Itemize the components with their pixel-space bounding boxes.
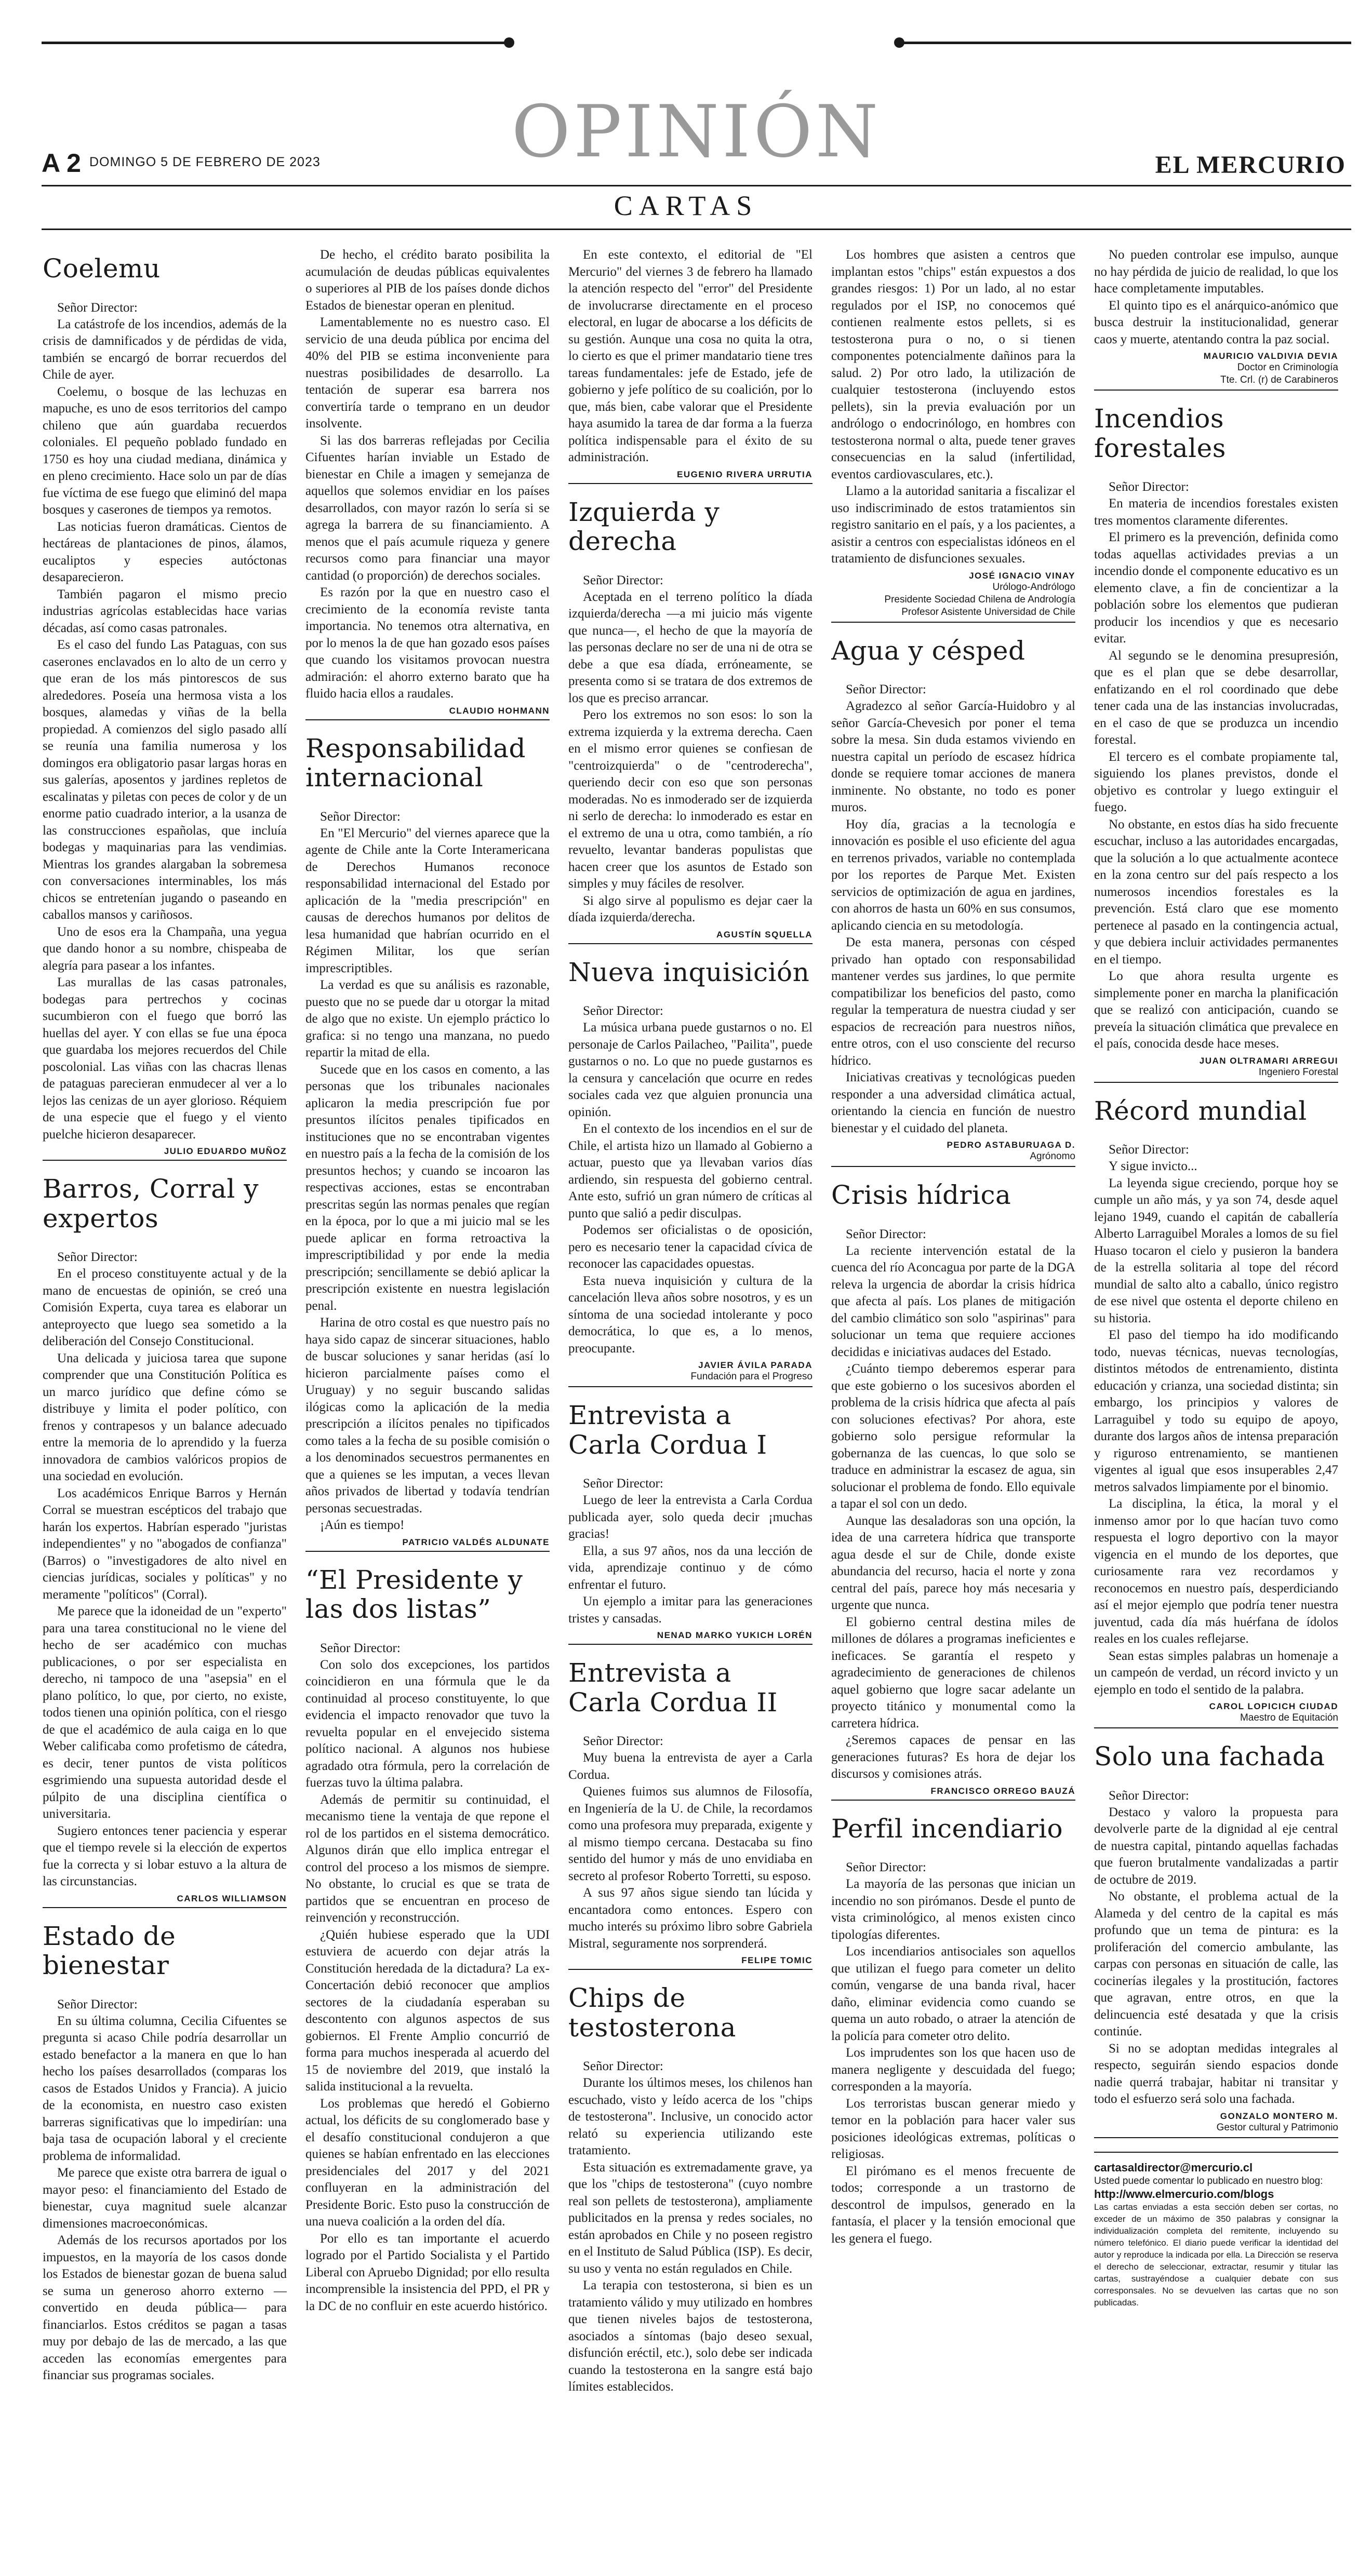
letter-paragraph: Sugiero entonces tener paciencia y esperar que el tiempo revele si la elección de expertos fue la correcta y si lobar estuvo a la altura de las circunstancias. (43, 1823, 287, 1888)
letter-paragraph: Me parece que la idoneidad de un "experto" para una tarea constitucional no le viene del hecho de ser académico con muchas publicaciones, o por ser especialista en derecho, ni tampoco de una "asepsia" en el plano político, lo que, por cierto, no existe, todos tienen una opinión política, con el riesgo de que el académico de aula caiga en lo que Weber calificaba como profetismo de cátedra, es decir, tener puntos de vista políticos esgrimiendo una supuesta autoridad desde el púlpito de una disciplina científica o universitaria. (43, 1604, 287, 1821)
letter-paragraph: Agradezco al señor García-Huidobro y al señor García-Chevesich por poner el tema sobre la mesa. Sin duda estamos viviendo en nuestra capital un período de escasez hídrica donde se requiere tomar acciones de manera inminente. No obstante, no todo es poner muros. (831, 699, 1075, 814)
letter-title: Crisis hídrica (831, 1180, 1011, 1210)
letter-author-role: Fundación para el Progreso (690, 1371, 812, 1382)
letter-paragraph: La leyenda sigue creciendo, porque hoy se cumple un año más, y ya son 74, desde aquel lejano 1949, cuando el capitán de caballería Alberto Larraguibel Morales a lomos de su fiel Huaso tocaron el cielo y pusieron la bandera de la estrella solitaria al tope del récord mundial de salto alto a caballo, único registro de ese nivel que ostenta el deporte chileno en su historia. (1094, 1176, 1338, 1325)
letter-author: FRANCISCO ORREGO BAUZÁ (930, 1786, 1075, 1796)
letter-title: Responsabilidad internacional (305, 733, 526, 793)
letter-salutation: Señor Director: (1109, 1788, 1189, 1803)
letter-signature (43, 1894, 287, 1908)
letter-title: Izquierda y derecha (568, 497, 720, 556)
letter-salutation: Señor Director: (57, 1250, 138, 1264)
letter-title: Chips de testosterona (568, 1983, 736, 2043)
letter-title: Estado de bienestar (43, 1921, 176, 1980)
letter-paragraph: Los terroristas buscan generar miedo y temor en la población para hacer valer sus posiciones ideológicas extremas, políticas o religiosas. (831, 2096, 1075, 2161)
letter-paragraph: La verdad es que su análisis es razonable, puesto que no se puede dar u otorgar la mitad de algo que no existe. Un ejemplo práctico lo grafica: si no tengo una manzana, no puedo repartir la mitad de ella. (305, 978, 550, 1059)
letter-author: FELIPE TOMIC (741, 1955, 812, 1965)
letter-signature (305, 1537, 550, 1552)
letter-paragraph: También pagaron el mismo precio industrias agrícolas establecidas hace varias décadas, así como casas patronales. (43, 587, 287, 635)
letter-author-role: Ingeniero Forestal (1258, 1066, 1338, 1078)
letter-author: AGUSTÍN SQUELLA (716, 929, 812, 940)
letter (1094, 1742, 1338, 2138)
letter-paragraph: En su última columna, Cecilia Cifuentes se pregunta si acaso Chile podría desarrollar un estado benefactor a la manera en que lo han hecho los países desarrollados (comparas los casos de Estados Unidos y Francia). A juicio de la economista, en nuestro caso existen barreras significativas que lo impedirían: una baja tasa de ocupación laboral y el creciente problema de informalidad. (43, 2014, 287, 2163)
letter-paragraph: Sean estas simples palabras un homenaje a un campeón de verdad, un récord invicto y un ejemplo en todo el sentido de la palabra. (1094, 1648, 1338, 1697)
masthead (42, 0, 1351, 192)
letter-paragraph: Los académicos Enrique Barros y Hernán Corral se muestran escépticos del trabajo que harán los expertos. Habrían esperado "juristas independientes" y no "abogados de confianza" (Barros) o "investigadores de alto nivel en ciencias jurídicas, sociales y políticas" y no meramente "políticos" (Corral). (43, 1486, 287, 1602)
contact-lead: Usted puede comentar lo publicado en nuestro blog: (1094, 2175, 1323, 2186)
letter-paragraph: En el proceso constituyente actual y de la mano de encuestas de opinión, se creó una Comisión Experta, cuya tarea es elaborar un anteproyecto que luego sea sometido a la deliberación del Consejo Constitucional. (43, 1267, 287, 1348)
letter-salutation: Señor Director: (583, 2059, 663, 2073)
letter-signature (1094, 1056, 1338, 1083)
letter-author: PATRICIO VALDÉS ALDUNATE (402, 1537, 550, 1547)
letter-salutation: Señor Director: (1109, 480, 1189, 494)
letter-paragraph: Llamo a la autoridad sanitaria a fiscalizar el uso indiscriminado de estos tratamientos sin registro sanitario en el país, y a los pacientes, a asistir a centros con especialistas idóneos en el tratamiento de disfunciones sexuales. (831, 484, 1075, 566)
letter-author: NENAD MARKO YUKICH LORÉN (657, 1630, 812, 1640)
newspaper-brand: EL MERCURIO (1155, 151, 1346, 179)
masthead-rule-right (899, 42, 1351, 44)
letter-paragraph: Iniciativas creativas y tecnológicas pueden responder a una adversidad climática actual, orientando la ciencia en función de nuestro bienestar y el cuidado del planeta. (831, 1070, 1075, 1135)
masthead-ornament-dot (504, 37, 514, 48)
column-2 (305, 247, 550, 2563)
letter-salutation: Señor Director: (320, 809, 401, 824)
letter-signature (1094, 1701, 1338, 1728)
letter-title: Incendios forestales (1094, 404, 1226, 463)
letter-author: JULIO EDUARDO MUÑOZ (164, 1146, 287, 1156)
letter-salutation: Señor Director: (57, 1997, 138, 2011)
letter-paragraph: Por ello es tan importante el acuerdo logrado por el Partido Socialista y el Partido Liberal con Apruebo Dignidad; por ello resulta incomprensible la insistencia del PPD, el PR y la DC de no confluir en este acuerdo histórico. (305, 2231, 550, 2313)
letter-paragraph: Además de permitir su continuidad, el mecanismo tiene la ventaja de que repone el rol de los partidos en el sistema democrático. Algunos dirán que ello implica entregar el control del proceso a los mismos de siempre. No obstante, lo crucial es que se trata de partidos que se encuentran en proceso de reinvención y reconstrucción. (305, 1792, 550, 1925)
letter (43, 254, 287, 1161)
letter (568, 1983, 812, 2396)
letter (831, 636, 1075, 1168)
letter-title: Coelemu (43, 253, 161, 284)
letter-author-role: Maestro de Equitación (1240, 1712, 1338, 1723)
letter-paragraph: Coelemu, o bosque de las lechuzas en mapuche, es uno de esos territorios del campo chileno que aún guardaba recuerdos coloniales. El pequeño poblado fundado en 1750 es hoy una ciudad mediana, dinámica y en pleno crecimiento. Hace solo un par de días fue víctima de ese fuego que eliminó del mapa bosques y caserones de tiempos ya remotos. (43, 384, 287, 517)
letter (305, 1565, 550, 2315)
letter-paragraph: Uno de esos era la Champaña, una yegua que dando honor a su nombre, chispeaba de alegría para pasear a los infantes. (43, 924, 287, 973)
letter-paragraph: Si no se adoptan medidas integrales al respecto, seguirán siendo espacios donde nadie querrá trabajar, habitar ni transitar y todo el esfuerzo será solo una fachada. (1094, 2041, 1338, 2106)
letter-author: JAVIER ÁVILA PARADA (698, 1360, 812, 1370)
letter-paragraph: Los problemas que heredó el Gobierno actual, los déficits de su conglomerado base y el desafío constitucional condujeron a que quienes se habían enfrentado en las elecciones presidenciales del 2017 y del 2021 confluyeran en la administración del Presidente Boric. Esto puso la construcción de una nueva coalición a la orden del día. (305, 2096, 550, 2229)
letter-salutation: Señor Director: (583, 1004, 663, 1018)
letter-title: Nueva inquisición (568, 957, 810, 987)
letter (43, 1174, 287, 1908)
letter-author-role: Presidente Sociedad Chilena de Andrología (884, 594, 1075, 605)
page-number: A 2 (42, 149, 81, 178)
letter-paragraph: Hoy día, gracias a la tecnología e innovación es posible el uso eficiente del agua en terrenos privados, variable no contemplada por los reportes de Parque Met. Existen servicios de optimización de agua en jardines, con ahorros de hasta un 60% en sus consumos, aplicando ciencia en su metodología. (831, 817, 1075, 933)
letter-paragraph: ¿Cuánto tiempo deberemos esperar para que este gobierno o los sucesivos aborden el problema de la crisis hídrica que afecta al país con soluciones efectivas? Por ahora, este gobierno solo persigue reformular la gobernanza de las cuencas, lo que solo se traduce en administrar la escasez de agua, sin solucionar el problema de fondo. Ello equivale a tapar el sol con un dedo. (831, 1362, 1075, 1511)
letter-signature (568, 469, 812, 484)
column-5 (1094, 247, 1338, 2563)
letter (1094, 1096, 1338, 1729)
letter-paragraph: Y sigue invicto... (1109, 1159, 1197, 1173)
letter-paragraph: Los imprudentes son los que hacen uso de manera negligente y descuidada del fuego; corresponden a la mayoría. (831, 2046, 1075, 2094)
letter-paragraph: De esta manera, personas con césped privado han optado con responsabilidad mantener verdes sus jardines, lo que permite compatibilizar los beneficios del pasto, como regular la temperatura de nuestra ciudad y ser espacios de recreación para nuestros niños, entre otros, con el uso consciente del recurso hídrico. (831, 935, 1075, 1068)
letter-paragraph: ¿Seremos capaces de pensar en las generaciones futuras? Es hora de dejar los discursos y comisiones atrás. (831, 1733, 1075, 1781)
letter-paragraph: ¿Quién hubiese esperado que la UDI estuviera de acuerdo con dejar atrás la Constitución heredada de la dictadura? La ex-Concertación debió reconocer que amplios sectores de la ciudadanía esperaban su descontento con algunos aspectos de sus gobiernos. El Frente Amplio concurrió de forma para muchos inesperada al acuerdo del 15 de noviembre del 2019, que instaló la salida institucional a la revuelta. (305, 1927, 550, 2094)
letter-paragraph: En materia de incendios forestales existen tres momentos claramente diferentes. (1094, 497, 1338, 528)
letter-paragraph: Destaco y valoro la propuesta para devolverle parte de la dignidad al eje central de nuestra capital, pintando aquellas fachadas que fueron brutalmente vandalizadas a partir de octubre de 2019. (1094, 1805, 1338, 1887)
letter-paragraph: El primero es la prevención, definida como todas aquellas actividades previas a un incendio donde el componente educativo es un elemento clave, a fin de concientizar a la población sobre los elementos que pudieran producir los incendios y que es necesario evitar. (1094, 530, 1338, 646)
letter-paragraph: La música urbana puede gustarnos o no. El personaje de Carlos Pailacheo, "Pailita", puede gustarnos o no. Lo que no puede gustarnos es la censura y cancelación que ocurre en redes sociales cada vez que alguien pronuncia una opinión. (568, 1021, 812, 1119)
letter-paragraph: Quienes fuimos sus alumnos de Filosofía, en Ingeniería de la U. de Chile, la recordamos como una profesora muy preparada, exigente y al mismo tiempo cercana. Destacaba su fino sentido del humor y más de uno envidiaba en secreto al profesor Roberto Torretti, su esposo. (568, 1785, 812, 1883)
letter-paragraph: La terapia con testosterona, si bien es un tratamiento válido y muy utilizado en hombres que tienen niveles bajos de testosterona, asociados a síntomas (bajo deseo sexual, disfunción eréctil, etc.), solo debe ser indicada cuando la testosterona en la sangre está bajo límites establecidos. (568, 2278, 812, 2394)
letter-paragraph: Las noticias fueron dramáticas. Cientos de hectáreas de plantaciones de pinos, álamos, eucaliptos y especies autóctonas desaparecieron. (43, 519, 287, 584)
letter-title: Barros, Corral y expertos (43, 1174, 259, 1233)
letter-paragraph: Podemos ser oficialistas o de oposición, pero es necesario tener la capacidad cívica de reconocer las capacidades opuestas. (568, 1223, 812, 1271)
letter-author-role: Agrónomo (1030, 1151, 1075, 1162)
letter-paragraph: Además de los recursos aportados por los impuestos, en la mayoría de los casos donde los Estados de bienestar gozan de buena salud se suma un generoso ahorro externo —convertido en deuda pública— para financiarlos. Estos créditos se pagan a tasas muy por debajo de las de mercado, a las que acceden las economías emergentes para financiar sus programas sociales. (43, 2233, 287, 2382)
letter-salutation: Señor Director: (583, 1734, 663, 1748)
letter-paragraph: Esta nueva inquisición y cultura de la cancelación lleva años sobre nosotros, y es un síntoma de una sociedad intolerante y poco democrática, lo que es, a lo menos, preocupante. (568, 1273, 812, 1356)
column-3 (568, 247, 812, 2563)
letter-title: Entrevista a Carla Cordua I (568, 1400, 767, 1460)
letter-paragraph: Muy buena la entrevista de ayer a Carla Cordua. (568, 1751, 812, 1782)
letter-author-role: Tte. Crl. (r) de Carabineros (1220, 374, 1338, 385)
letter (568, 958, 812, 1388)
letter-paragraph: No pueden controlar ese impulso, aunque no hay pérdida de juicio de realidad, lo que los hace completamente imputables. (1094, 248, 1338, 296)
letter (43, 1922, 287, 2384)
section-title: OPINIÓN (511, 90, 882, 173)
letter-salutation: Señor Director: (1109, 1143, 1189, 1157)
letter (1094, 247, 1338, 391)
letter-signature (831, 1140, 1075, 1167)
contact-email: cartasaldirector@mercurio.cl (1094, 2161, 1253, 2174)
letter-paragraph: La reciente intervención estatal de la cuenca del río Aconcagua por parte de la DGA releva la urgencia de abordar la crisis hídrica que afecta al país. Los planes de mitigación del cambio climático son solo "aspirinas" para solucionar un tema que requiere acciones decididas e iniciativas audaces del Estado. (831, 1243, 1075, 1359)
letter-title: “El Presidente y las dos listas” (305, 1564, 523, 1624)
letter-paragraph: Ella, a sus 97 años, nos da una lección de vida, aprendizaje continuo y de cómo enfrentar el futuro. (568, 1544, 812, 1592)
letter (831, 247, 1075, 623)
letter-paragraph: La catástrofe de los incendios, además de la crisis de damnificados y de pérdidas de vida, también se encargó de borrar recuerdos del Chile de ayer. (43, 317, 287, 382)
letter-paragraph: El paso del tiempo ha ido modificando todo, nuevas técnicas, nuevas tecnologías, distintos métodos de entrenamiento, distinta educación y crianza, una sociedad distinta; sin embargo, los principios y valores de Larraguibel y todo su equipo de apoyo, durante dos largos años de intensa preparación y riguroso entrenamiento, se mantienen vigentes al igual que esos insuperables 2,47 metros salvados limpiamente por el binomio. (1094, 1328, 1338, 1494)
letter (305, 734, 550, 1552)
letter-paragraph: No obstante, en estos días ha sido frecuente escuchar, incluso a las autoridades encargadas, que la solución a lo que actualmente acontece en la zona centro sur del país respecto a los numerosos incendios forestales es la prevención. Está claro que ese momento pertenece al pasado en la contingencia actual, y que debiera incluir actividades permanentes en el tiempo. (1094, 817, 1338, 967)
letter-author: CLAUDIO HOHMANN (449, 705, 550, 716)
letter-signature (831, 1786, 1075, 1801)
letter-paragraph: En el contexto de los incendios en el sur de Chile, el artista hizo un llamado al Gobierno a actuar, puesto que ya llevaban varios días ardiendo, sin respuesta del gobierno central. Ante esto, sufrió un gran número de críticas al punto que salió a pedir disculpas. (568, 1122, 812, 1220)
contact-url: http://www.elmercurio.com/blogs (1094, 2187, 1274, 2201)
letter-paragraph: El tercero es el combate propiamente tal, siguiendo los planes previstos, donde el objetivo es controlar y luego extinguir el fuego. (1094, 749, 1338, 814)
letter-paragraph: El pirómano es el menos frecuente de todos; corresponde a un trastorno de descontrol de impulsos, generado en la fantasía, el placer y la tensión emocional que les genera el fuego. (831, 2164, 1075, 2246)
letter-paragraph: Un ejemplo a imitar para las generaciones tristes y cansadas. (568, 1594, 812, 1626)
letter-signature (1094, 351, 1338, 391)
letter-paragraph: Pero los extremos no son esos: lo son la extrema izquierda y la extrema derecha. Caen en el mismo error quienes se confiesan de "centroizquierda" o de "centroderecha", queriendo decir con eso que son personas moderadas. No es inmoderado ser de izquierda ni serlo de derecha: lo inmoderado es estar en el extremo de una u otra, como también, a río revuelto, levantar banderas populistas que hacen creer que los asuntos de Estado son simples y muy fáciles de resolver. (568, 708, 812, 891)
letter-paragraph: Lamentablemente no es nuestro caso. El servicio de una deuda pública por encima del 40% del PIB se estima inconveniente para nuestras posibilidades de desarrollo. La tentación de superar esa barrera nos convertiría tarde o temprano en un deudor insolvente. (305, 315, 550, 431)
letter-salutation: Señor Director: (57, 300, 138, 315)
letter-salutation: Señor Director: (846, 1860, 926, 1874)
letter-author: PEDRO ASTABURUAGA D. (947, 1140, 1075, 1150)
letter-signature (43, 1146, 287, 1161)
letter (568, 1401, 812, 1645)
letter-paragraph: Me parece que existe otra barrera de igual o mayor peso: el financiamiento del Estado de bienestar, cuya magnitud suele alcanzar dimensiones macroeconómicas. (43, 2166, 287, 2231)
letter-paragraph: Los hombres que asisten a centros que implantan estos "chips" están expuestos a dos grandes riesgos: 1) Por un lado, al no estar regulados por el ISP, no conocemos qué contienen realmente estos pellets, si es testosterona pura o no, o si tienen componentes potencialmente dañinos para la salud. 2) Por otro lado, la utilización de cualquier testosterona (incluyendo estos pellets), sin la previa evaluación por un andrólogo o endocrinólogo, en hombres con testosterona normal o alta, puede tener graves consecuencias en la salud (infertilidad, eventos cardiovasculares, etc.). (831, 248, 1075, 481)
letter-paragraph: Aunque las desaladoras son una opción, la idea de una carretera hídrica que transporte agua desde el sur de Chile, donde existe abundancia del recurso, hacia el norte y zona central del país, parece hoy más necesaria y urgente que nunca. (831, 1513, 1075, 1612)
letter-paragraph: No obstante, el problema actual de la Alameda y del centro de la capital es más profundo que un tema de pintura: es la proliferación del comercio ambulante, las carpas con personas en situación de calle, las cocinerías ilegales y la prostitución, factores que agravan, entre otros, en que la delincuencia esté desatada y que la crisis continúe. (1094, 1889, 1338, 2038)
letter-paragraph: Lo que ahora resulta urgente es simplemente poner en marcha la planificación que se realizó con anticipación, cuando se preveía la situación climática que prevalece en el país, conocida desde hace meses. (1094, 969, 1338, 1051)
header-rule (42, 185, 1351, 186)
letter-title: Récord mundial (1094, 1095, 1307, 1126)
subsection-title: CARTAS (614, 190, 758, 221)
letter-salutation: Señor Director: (846, 1227, 926, 1241)
letter-title: Agua y césped (831, 635, 1025, 666)
letter-signature (305, 706, 550, 720)
letter-paragraph: Es el caso del fundo Las Pataguas, con sus caserones enclavados en lo alto de un cerro y que eran de los más pintorescos de sus alrededores. Poseía una hermosa vista a los bosques, alamedas y viñas de la bella propiedad. A comienzos del siglo pasado allí se reunía una familia numerosa y los domingos era obligatorio pasar largas horas en sus galerías, aposentos y jardines repletos de escalinatas y piletas con peces de color y de un enorme patio cuadrado interior, a la usanza de las construcciones españolas, que incluía bodegas y maquinarias para las vendimias. Mientras los grandes alargaban la sobremesa con conversaciones interminables, los más chicos se entretenían jugando o paseando en caballos mansos y cariñosos. (43, 638, 287, 922)
letter-paragraph: El quinto tipo es el anárquico-anómico que busca destruir la institucionalidad, generar caos y muerte, atentando contra la paz social. (1094, 298, 1338, 346)
contact-note: Las cartas enviadas a esta sección deben ser cortas, no exceder de un máximo de 350 palabras y consignar la individualización completa del remitente, incluyendo su número telefónico. El diario puede verificar la identidad del autor y reproduce la indicada por ella. La Dirección se reserva el derecho de seleccionar, extractar, resumir y titular las cartas, sustrayéndose a cualquier debate con sus corresponsales. No se devuelven las cartas que no son publicadas. (1094, 2202, 1338, 2307)
masthead-ornament-dot (894, 37, 904, 48)
letter-paragraph: Si las dos barreras reflejadas por Cecilia Cifuentes harían inviable un Estado de bienestar en Chile a imagen y semejanza de aquellos que solemos envidiar en los países desarrollados, con mayor razón lo sería si se agrega la barrera de su financiamiento. A menos que el país acumule riqueza y genere recursos como para financiar una mayor cantidad (o proporción) de derechos sociales. (305, 433, 550, 583)
letter-paragraph: En este contexto, el editorial de "El Mercurio" del viernes 3 de febrero ha llamado la atención respecto del "error" del Presidente de involucrarse directamente en el proceso electoral, en lugar de abocarse a los déficits de su gestión. Aunque una cosa no quita la otra, lo cierto es que el primer mandatario tiene tres tareas fundamentales: jefe de Estado, jefe de gobierno y jefe político de su coalición, por lo que, más bien, cabe valorar que el Presidente haya asumido la tarea de dar forma a la fuerza política indispensable para el éxito de su administración. (568, 248, 812, 464)
letter-title: Entrevista a Carla Cordua II (568, 1658, 778, 1718)
issue-date: DOMINGO 5 DE FEBRERO DE 2023 (89, 155, 321, 169)
letter-paragraph: Es razón por la que en nuestro caso el crecimiento de la economía reviste tanta importancia. No tenemos otra alternativa, en por lo menos la de que han gozado esos países que cuando los visitamos provocan nuestra admiración: el ahorro externo barato que ha fluido hacia ellos a raudales. (305, 585, 550, 701)
letter-author-role: Urólogo-Andrólogo (992, 581, 1075, 593)
letter (305, 247, 550, 720)
letter-signature (568, 1630, 812, 1645)
letter-paragraph: Una delicada y juiciosa tarea que supone comprender que una Constitución Política es un marco jurídico que define cómo se distribuye y limita el poder político, con frenos y contrapesos y un balance adecuado entre la memoria de lo aprendido y la fuerza innovadora de cambios valóricos propios de una sociedad en evolución. (43, 1351, 287, 1483)
letter-signature (568, 1955, 812, 1970)
letter-salutation: Señor Director: (583, 1477, 663, 1491)
letter-author: JOSÉ IGNACIO VINAY (969, 570, 1075, 581)
letter-salutation: Señor Director: (320, 1641, 401, 1655)
letter-paragraph: Con solo dos excepciones, los partidos coincidieron en una fórmula que le da continuidad al proceso constituyente, lo que evidencia el impacto renovador que tuvo la revuelta popular en el envejecido sistema político nacional. A algunos nos hubiese agradado otra fórmula, pero la correlación de fuerzas tuvo la última palabra. (305, 1657, 550, 1790)
letter-paragraph: Al segundo se le denomina presupresión, que es el plan que se debe desarrollar, enfatizando en el rol coordinado que debe tener cada una de las instancias involucradas, en el caso de que se produzca un incendio forestal. (1094, 648, 1338, 747)
letter (1094, 404, 1338, 1083)
contact-box (1094, 2152, 1338, 2309)
letter-paragraph: A sus 97 años sigue siendo tan lúcida y encantadora como entonces. Espero con mucho interés su próximo libro sobre Gabriela Mistral, seguramente nos sorprenderá. (568, 1886, 812, 1951)
subsection-rule (42, 229, 1351, 230)
letter-paragraph: ¡Aún es tiempo! (320, 1518, 405, 1532)
letter (568, 1658, 812, 1970)
letter-paragraph: La disciplina, la ética, la moral y el inmenso amor por lo que hacían tuvo como respuesta el logro deportivo con la mayor vigencia en el mundo de los deportes, que curiosamente rara vez recordamos y reconocemos en nuestro país, desperdiciando así el mejor ejemplo que podría tener nuestra juventud, cada día más huérfana de ídolos reales en los cuales reflejarse. (1094, 1497, 1338, 1646)
letter-author: MAURICIO VALDIVIA DEVIA (1203, 351, 1338, 361)
letter-author-role: Gestor cultural y Patrimonio (1216, 2122, 1338, 2133)
letter (568, 247, 812, 484)
letter-paragraph: La mayoría de las personas que inician un incendio no son pirómanos. Desde el punto de vista criminológico, al menos existen cinco tipologías diferentes. (831, 1877, 1075, 1942)
letter-signature (568, 1360, 812, 1387)
column-4 (831, 247, 1075, 2563)
letter-author: GONZALO MONTERO M. (1220, 2111, 1338, 2121)
letter-title: Perfil incendiario (831, 1813, 1063, 1844)
letter-signature (831, 571, 1075, 623)
letter-signature (568, 930, 812, 944)
letter-paragraph: Sucede que en los casos en comento, a las personas que los tribunales nacionales aplicaron la media prescripción fue por presuntos ilícitos penales tipificados en instituciones que no se encontraban vigentes en nuestro país a la fecha de la comisión de los presuntos hechos; y cuando se incoaron las respectivas acciones, estas se encontraban prescritas según las normas penales que regían en la época, por lo que a mi juicio mal se les puede aplicar en forma retroactiva la imprescriptibilidad y por ende la media prescripción; sencillamente se debió aplicar la prescripción existente en nuestra legislación penal. (305, 1062, 550, 1313)
letter (568, 498, 812, 944)
letter-author-role: Doctor en Criminología (1237, 362, 1338, 373)
letter-salutation: Señor Director: (846, 682, 926, 696)
letter-paragraph: El gobierno central destina miles de millones de dólares a programas ineficientes e ineficaces. Se garantía el respeto y agradecimiento de generaciones de chilenos aquel gobierno que logre sacar adelante un proyecto titánico y monumental como la carretera hídrica. (831, 1615, 1075, 1730)
letter-salutation: Señor Director: (583, 573, 663, 587)
letter-paragraph: Si algo sirve al populismo es dejar caer la díada izquierda/derecha. (568, 893, 812, 924)
letter-author: EUGENIO RIVERA URRUTIA (677, 469, 812, 479)
letter-author: CARLOS WILLIAMSON (177, 1893, 287, 1903)
letter-paragraph: De hecho, el crédito barato posibilita la acumulación de deudas públicas equivalentes o superiores al PIB de los países donde dichos Estados de bienestar operan en plenitud. (305, 248, 550, 313)
letter-paragraph: Los incendiarios antisociales son aquellos que utilizan el fuego para cometer un delito común, vengarse de una banda rival, hacer daño, eliminar evidencia como cuando se quema un auto robado, o atraer la atención de la policía para cometer otro delito. (831, 1944, 1075, 2043)
letter-paragraph: Luego de leer la entrevista a Carla Cordua publicada ayer, solo queda decir ¡muchas gracias! (568, 1493, 812, 1541)
letter-paragraph: En "El Mercurio" del viernes aparece que la agente de Chile ante la Corte Interamericana de Derechos Humanos reconoce responsabilidad internacional del Estado por aplicación de la "media prescripción" en causas de derechos humanos por delitos de lesa humanidad que habrían ocurrido en el Régimen Militar, los que serían imprescriptibles. (305, 826, 550, 975)
letter-paragraph: Las murallas de las casas patronales, bodegas para pertrechos y cocinas sucumbieron con el fuego que borró las huellas del ayer. Y con ellas se fue una época que guardaba los mejores recuerdos del Chile poscolonial. Las viñas con las chacras llenas de pataguas parecieran enmudecer al ver a lo lejos las cenizas de un ayer glorioso. Réquiem de una especie que el fuego y el viento puelche hicieron desaparecer. (43, 975, 287, 1142)
masthead-rule-left (42, 42, 509, 44)
letter-author-role: Profesor Asistente Universidad de Chile (901, 606, 1075, 618)
letter-paragraph: Aceptada en el terreno político la díada izquierda/derecha —a mi juicio más vigente que nunca—, el hecho de que la mayoría de las personas declare no ser de una ni de otra se debe a que esa díada, erróneamente, se presenta como si se tratara de dos extremos de los que es preciso arrancar. (568, 589, 812, 705)
letter (831, 1180, 1075, 1801)
letter-title: Solo una fachada (1094, 1741, 1325, 1772)
letter-paragraph: Harina de otro costal es que nuestro país no haya sido capaz de sincerar situaciones, hablo de buscar soluciones y sanar heridas (así lo hicieron parcialmente países como el Uruguay) y no seguir buscando salidas ilógicas como la aplicación de la media prescripción a ilícitos penales no tipificados como tales a la fecha de su posible comisión o a los denominados secuestros permanentes en que a quienes se les imputan, a veces llevan años privados de libertad y todavía tendrían personas secuestradas. (305, 1316, 550, 1515)
letter-author: CAROL LOPICICH CIUDAD (1209, 1701, 1338, 1711)
letter-author: JUAN OLTRAMARI ARREGUI (1199, 1055, 1338, 1066)
letter (831, 1814, 1075, 2248)
column-1 (43, 247, 287, 2563)
letter-signature (1094, 2111, 1338, 2138)
letter-paragraph: Esta situación es extremadamente grave, ya que los "chips de testosterona" (cuyo nombre real son pellets de testosterona), ampliamente publicitados en la prensa y redes sociales, no están aprobados en Chile y no poseen registro en el Instituto de Salud Pública (ISP). Es decir, su uso y venta no están regulados en Chile. (568, 2160, 812, 2276)
letter-paragraph: Durante los últimos meses, los chilenos han escuchado, visto y leído acerca de los "chips de testosterona". Inclusive, un conocido actor relató su experiencia utilizando este tratamiento. (568, 2076, 812, 2157)
